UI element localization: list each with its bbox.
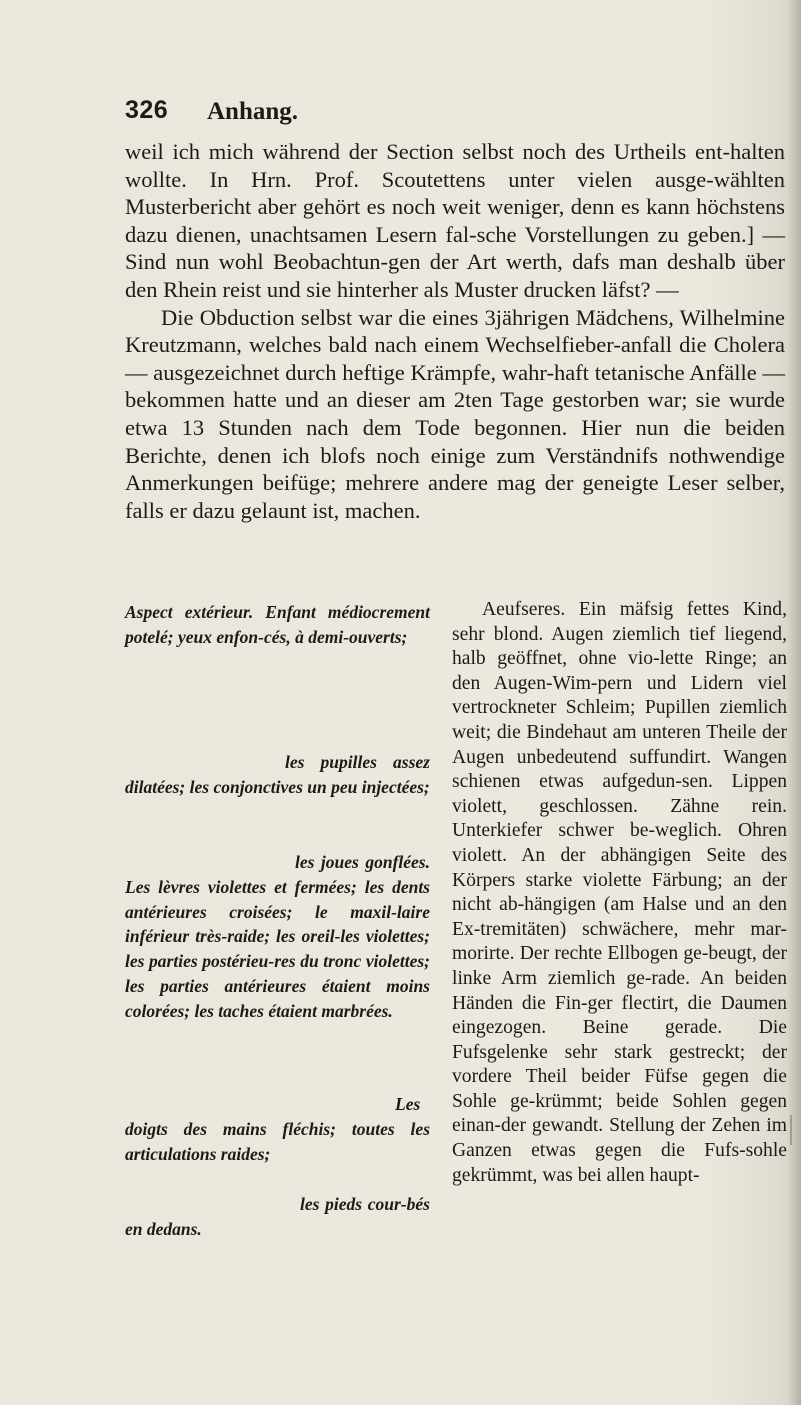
german-report-text: Aeufseres. Ein mäfsig fettes Kind, sehr blond. Augen ziemlich tief liegend, halb geöffnet, ohne vio-lette Ringe; an den Augen-Wim-pern und Lidern viel vertrockneter Schleim; Pupillen ziemlich weit; die Bindehaut am unteren Theile der Augen unbedeutend suffundirt. Wangen schienen etwas aufgedun-sen. Lippen violett, geschlossen. Zähne rein. Unterkiefer schwer be-weglich. Ohren violett. An der abhängigen Seite des Körpers starke violette Färbung; an der nicht ab-hängigen (am Halse und an den Ex-tremitäten) schwächere, mehr mar-morirte. Der rechte Ellbogen ge-beugt, der linke Arm ziemlich ge-rade. An beiden Händen die Fin-ger flectirt, die Daumen eingezogen. Beine gerade. Die Fufsgelenke sehr stark gestreckt; der vordere Theil beider Füfse gegen die Sohle ge-krümmt; beide Sohlen gegen einan-der gewandt. Stellung der Zehen im Ganzen etwas gegen die Fufs-sohle gekrümmt, was bei allen haupt- [452, 599, 787, 1186]
paragraph-1: weil ich mich während der Section selbst noch des Urtheils ent-halten wollte. In Hrn. Prof. Scoutettens unter vielen ausge-wählten Musterbericht aber gehört es noch weit weniger, denn es kann höchstens dazu dienen, unachtsamen Lesern fal-sche Vorstellungen zu geben.] — Sind nun wohl Beobachtun-gen der Art werth, dafs man deshalb über den Rhein reist und sie hinterher als Muster drucken läfst? — [125, 139, 785, 302]
page-edge-shadow [787, 0, 801, 1405]
french-block-joues: les joues gonflées. Les lèvres violettes et fermées; les dents antérieures croisées; le maxil-laire inférieur très-raide; les oreil-les violettes; les parties postérieu-res du tronc violettes; les parties antérieures étaient moins colorées; les taches étaient marbrées. [125, 852, 430, 1021]
main-text-block [125, 138, 785, 524]
page-number: 326 [125, 96, 169, 124]
paragraph-2: Die Obduction selbst war die eines 3jährigen Mädchens, Wilhelmine Kreutzmann, welches bald nach einem Wechselfieber-anfall die Cholera — ausgezeichnet durch heftige Krämpfe, wahr-haft tetanische Anfälle — bekommen hatte und an dieser am 2ten Tage gestorben war; sie wurde etwa 13 Stunden nach dem Tode begonnen. Hier nun die beiden Berichte, denen ich blofs noch einige zum Verständnifs nothwendige Anmerkungen beifüge; mehrere andere mag der geneigte Leser selber, falls er dazu gelaunt ist, machen. [125, 304, 785, 523]
french-block-pieds: les pieds cour-bés en dedans. [125, 1194, 430, 1239]
german-report-column [452, 598, 787, 1188]
page-header [125, 96, 665, 136]
french-block-aspect: Aspect extérieur. Enfant médiocrement potelé; yeux enfon-cés, à demi-ouverts; [125, 602, 430, 647]
french-block-doigts: Les doigts des mains fléchis; toutes les articulations raides; [125, 1094, 430, 1164]
running-head: Anhang. [207, 98, 299, 125]
french-block-pupilles: les pupilles assez dilatées; les conjonctives un peu injectées; [125, 752, 430, 797]
